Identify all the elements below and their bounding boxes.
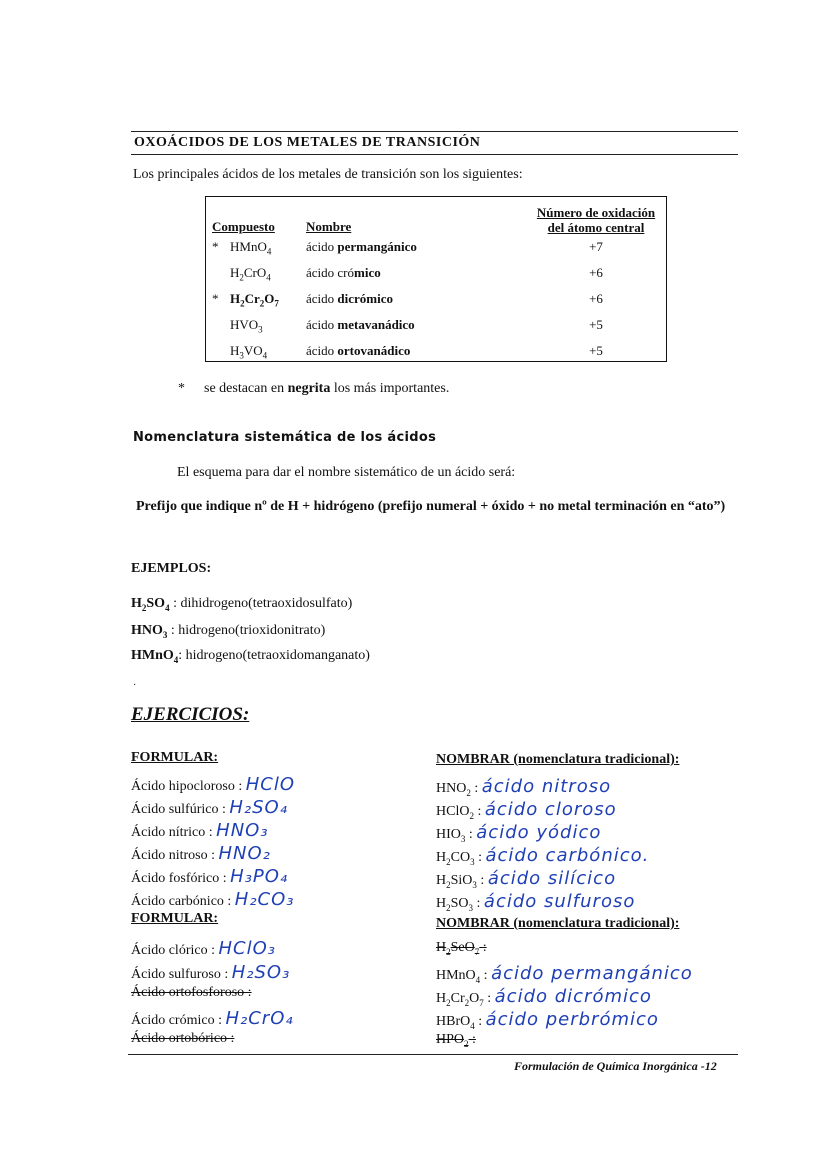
formular-answer: HClO	[245, 774, 295, 795]
formular-item	[131, 820, 269, 841]
nombrar-formula: HClO$_2$ :	[436, 804, 485, 821]
nombrar-formula: $H_2SO_3$ :	[436, 896, 484, 913]
table-row-oxidation: +6	[589, 265, 603, 280]
formular-answer: H₂SO₃	[231, 962, 291, 983]
formular-item	[131, 938, 276, 959]
table-row-oxidation: +5	[589, 317, 603, 332]
formular-label: Ácido nitroso :	[131, 848, 219, 863]
oxoacid-table	[205, 196, 667, 362]
table-row-name: ácido crómico	[306, 265, 381, 280]
table-row-oxidation: +5	[589, 343, 603, 358]
table-row-oxidation: +6	[589, 291, 603, 306]
nombrar-item	[436, 822, 601, 844]
table-row-name: ácido ortovanádico	[306, 343, 411, 358]
col-oxidacion-line2: del átomo central	[547, 220, 645, 235]
formular-title-1: FORMULAR:	[131, 750, 219, 765]
formular-label: Ácido clórico :	[131, 943, 219, 958]
formular-answer: H₂CO₃	[234, 889, 295, 910]
formular-answer: HClO₃	[218, 938, 276, 959]
ejemplo-item: HMnO$_4$: hidrogeno(tetraoxidomanganato)	[131, 648, 370, 665]
table-row-formula: $HVO_3$	[230, 317, 263, 335]
nombrar-formula: $H_2SeO_7$ :	[436, 940, 487, 957]
nombrar-formula: $H_2Cr_2O_7$ :	[436, 991, 495, 1008]
ejemplo-formula: $HNO_3$	[131, 623, 168, 640]
nombrar-item	[436, 940, 487, 957]
formular-label: Ácido nítrico :	[131, 825, 217, 840]
nombrar-answer: ácido nitroso	[481, 776, 612, 797]
nombrar-answer: ácido silícico	[487, 868, 617, 889]
nombrar-title-2: NOMBRAR (nomenclatura tradicional):	[436, 916, 680, 931]
nombrar-item	[436, 963, 693, 985]
ejemplo-name: dihidrogeno(tetraoxidosulfato)	[180, 596, 353, 611]
ejercicios-title: EJERCICIOS:	[131, 704, 250, 725]
footer: Formulación de Química Inorgánica -12	[514, 1059, 717, 1073]
table-row-formula: $H_2Cr_2O_7$	[230, 291, 279, 309]
nombrar-item	[436, 986, 652, 1008]
nomenclatura-title: Nomenclatura sistemática de los ácidos	[133, 430, 437, 445]
nombrar-item	[436, 799, 617, 821]
nombrar-item	[436, 845, 649, 867]
nombrar-item	[436, 891, 635, 913]
note-text-after: los más importantes.	[330, 381, 450, 396]
nombrar-item	[436, 868, 616, 890]
table-row-formula: $H_3VO_4$	[230, 343, 268, 361]
note-star: *	[178, 381, 185, 396]
formular-answer: HNO₃	[216, 820, 269, 841]
table-row-star: *	[212, 291, 219, 306]
formular-label: Ácido crómico :	[131, 1013, 226, 1028]
formular-answer: H₂CrO₄	[225, 1008, 294, 1029]
nombrar-answer: ácido permangánico	[491, 963, 693, 984]
nombrar-answer: ácido sulfuroso	[483, 891, 636, 912]
formular-answer: H₂SO₄	[229, 797, 288, 818]
table-row-name: ácido dicrómico	[306, 291, 393, 306]
nombrar-formula: $HPO_2$ :	[436, 1032, 476, 1049]
table-row-name: ácido permangánico	[306, 239, 417, 254]
nombrar-item	[436, 1032, 476, 1049]
table-row-formula: HMnO$_4$	[230, 239, 272, 257]
nombrar-answer: ácido carbónico.	[485, 845, 650, 866]
formular-item	[131, 866, 288, 887]
table-row-oxidation: +7	[589, 239, 603, 254]
formular-item	[131, 1008, 294, 1029]
formular-label: Ácido sulfúrico :	[131, 802, 230, 817]
note-text-bold: negrita	[287, 381, 331, 396]
nombrar-answer: ácido cloroso	[484, 799, 617, 820]
formular-item	[131, 889, 295, 910]
col-compuesto: Compuesto	[212, 219, 275, 234]
col-oxidacion-line1: Número de oxidación	[536, 205, 656, 220]
ejemplo-name: hidrogeno(trioxidonitrato)	[178, 623, 326, 638]
formular-label: Ácido hipocloroso :	[131, 779, 246, 794]
ejemplo-item: $HNO_3$ : hidrogeno(trioxidonitrato)	[131, 623, 326, 640]
nombrar-formula: HBrO$_4$ :	[436, 1014, 486, 1031]
formular-item	[131, 962, 290, 983]
esquema-text: El esquema para dar el nombre sistemático de un ácido será:	[177, 465, 516, 480]
nombrar-item	[436, 1009, 659, 1031]
formular-label: Ácido fosfórico :	[131, 871, 231, 886]
note-text-before: se destacan en	[204, 381, 288, 396]
ejemplo-item: $H_2SO_4$ : dihidrogeno(tetraoxidosulfato)	[131, 596, 353, 613]
formular-item	[131, 1031, 234, 1047]
intro-text: Los principales ácidos de los metales de transición son los siguientes:	[133, 167, 523, 182]
col-oxidacion	[526, 205, 666, 235]
nombrar-formula: HMnO$_4$ :	[436, 968, 492, 985]
dot-mark: ·	[133, 680, 137, 691]
table-row-name: ácido metavanádico	[306, 317, 415, 332]
ejemplos-title: EJEMPLOS:	[131, 561, 212, 576]
formular-label: Ácido carbónico :	[131, 894, 235, 909]
nombrar-answer: ácido dicrómico	[494, 986, 652, 1007]
ejemplo-name: hidrogeno(tetraoxidomanganato)	[185, 648, 370, 663]
nombrar-item	[436, 776, 611, 798]
formular-label: Ácido sulfuroso :	[131, 967, 232, 982]
ejemplo-formula: HMnO$_4$	[131, 648, 179, 665]
nombrar-title-1: NOMBRAR (nomenclatura tradicional):	[436, 752, 680, 767]
formular-label: Ácido ortofosforoso :	[131, 985, 252, 1000]
table-row-star: *	[212, 239, 219, 254]
formular-item	[131, 797, 288, 818]
formular-label: Ácido ortobórico :	[131, 1031, 235, 1046]
nombrar-formula: $HIO_3$ :	[436, 827, 477, 844]
prefijo-rule: Prefijo que indique nº de H + hidrógeno (prefijo numeral + óxido + no metal terminación en “ato”)	[136, 499, 726, 514]
nombrar-formula: $H_2SiO_3$ :	[436, 873, 488, 890]
table-row-formula: $H_2CrO_4$	[230, 265, 271, 283]
formular-answer: HNO₂	[218, 843, 271, 864]
ejemplo-formula: $H_2SO_4$	[131, 596, 170, 613]
nombrar-answer: ácido yódico	[476, 822, 602, 843]
formular-answer: H₃PO₄	[230, 866, 289, 887]
nombrar-formula: $HNO_2$ :	[436, 781, 482, 798]
section-title: OXOÁCIDOS DE LOS METALES DE TRANSICIÓN	[134, 135, 481, 150]
nombrar-answer: ácido perbrómico	[485, 1009, 659, 1030]
col-nombre: Nombre	[306, 219, 352, 234]
formular-item	[131, 774, 295, 795]
note	[178, 381, 449, 397]
formular-item	[131, 843, 271, 864]
formular-item	[131, 985, 252, 1001]
nombrar-formula: $H_2CO_3$ :	[436, 850, 486, 867]
formular-title-2: FORMULAR:	[131, 911, 219, 926]
